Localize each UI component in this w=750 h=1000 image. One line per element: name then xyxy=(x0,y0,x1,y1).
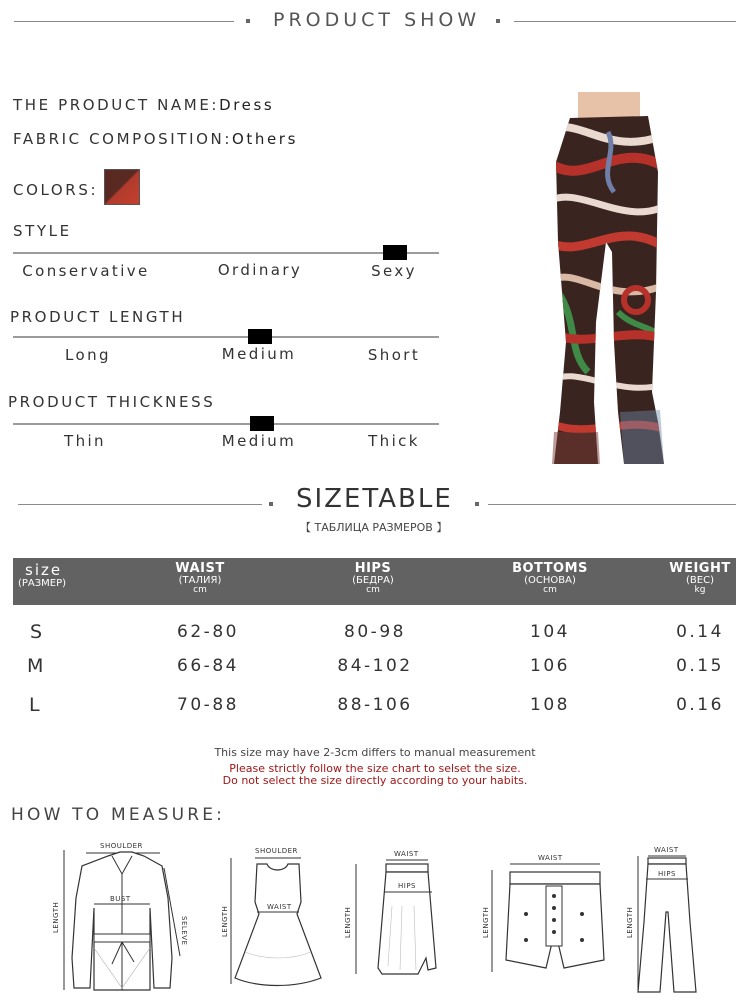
cell-waist: 66-84 xyxy=(177,656,239,676)
fabric-row xyxy=(13,130,298,148)
sizetable-rule-right xyxy=(488,504,736,505)
sizetable-dot-right xyxy=(475,502,479,506)
jacket-shoulder-label: SHOULDER xyxy=(100,842,143,850)
skirt-hips-label: HIPS xyxy=(398,882,416,890)
jacket-bust-label: BUST xyxy=(110,895,131,903)
sizetable-dot-left xyxy=(269,502,273,506)
ruffle-right xyxy=(620,410,664,464)
measure-shorts-illustration xyxy=(476,850,616,980)
style-label: STYLE xyxy=(13,222,72,240)
model-waist-skin xyxy=(578,92,640,118)
style-option-sexy: Sexy xyxy=(371,262,417,280)
thickness-option-medium: Medium xyxy=(221,432,297,450)
skirt-length-label: LENGTH xyxy=(344,906,352,938)
cell-hips: 80-98 xyxy=(344,622,406,642)
length-label: PRODUCT LENGTH xyxy=(10,308,186,326)
cell-bottoms: 104 xyxy=(530,622,570,642)
header-rule-left xyxy=(14,21,234,22)
note-follow-chart: Please strictly follow the size chart to selset the size. xyxy=(229,762,521,775)
jacket-length-label: LENGTH xyxy=(52,901,60,933)
measure-skirt-illustration xyxy=(342,846,442,994)
cell-waist: 62-80 xyxy=(177,622,239,642)
page-title: PRODUCT SHOW xyxy=(273,9,481,31)
note-habits: Do not select the size directly according to your habits. xyxy=(222,774,528,787)
dress-waist-label: WAIST xyxy=(267,903,292,911)
style-option-ordinary: Ordinary xyxy=(217,261,303,279)
product-name-label: THE PRODUCT NAME: xyxy=(13,96,220,114)
product-name-row xyxy=(13,96,274,114)
cell-weight: 0.16 xyxy=(676,695,724,715)
cell-size: M xyxy=(27,655,44,677)
th-size: size (РАЗМЕР) xyxy=(18,561,67,589)
pants-length-label: LENGTH xyxy=(626,906,634,938)
colors-label: COLORS: xyxy=(13,181,99,199)
how-to-measure-title: HOW TO MEASURE: xyxy=(11,805,226,825)
length-option-long: Long xyxy=(65,346,111,364)
length-option-medium: Medium xyxy=(221,345,297,363)
cell-hips: 84-102 xyxy=(337,656,413,676)
jacket-sleeve-label: SELEVE xyxy=(180,916,188,946)
cell-hips: 88-106 xyxy=(337,695,413,715)
pants-hips-label: HIPS xyxy=(658,870,676,878)
product-name-value: Dress xyxy=(219,96,275,114)
pants-waist-label: WAIST xyxy=(654,846,679,854)
skirt-waist-label: WAIST xyxy=(394,850,419,858)
product-image xyxy=(548,92,672,468)
measure-pants-illustration xyxy=(622,842,702,996)
ruffle-left xyxy=(552,432,600,464)
color-swatch[interactable] xyxy=(104,169,140,205)
th-bottoms: BOTTOMS (ОСНОВА) cm xyxy=(512,561,588,596)
fabric-label: FABRIC COMPOSITION: xyxy=(13,130,232,148)
sizetable-rule-left xyxy=(18,504,262,505)
measure-jacket-illustration xyxy=(50,838,200,994)
th-waist: WAIST (ТАЛИЯ) cm xyxy=(175,561,225,596)
length-option-short: Short xyxy=(367,346,421,364)
header-rule-right xyxy=(514,21,736,22)
cell-bottoms: 108 xyxy=(530,695,570,715)
th-weight: WEIGHT (ВЕС) kg xyxy=(669,561,731,596)
sizetable-title: SIZETABLE xyxy=(296,484,453,514)
shorts-waist-label: WAIST xyxy=(538,854,563,862)
cell-bottoms: 106 xyxy=(530,656,570,676)
sizetable-subtitle: 【 ТАБЛИЦА РАЗМЕРОВ 】 xyxy=(300,521,448,534)
fabric-value: Others xyxy=(231,130,298,148)
th-hips: HIPS (БЕДРА) cm xyxy=(352,561,394,596)
header-dot-left xyxy=(246,19,250,23)
length-scale-line xyxy=(13,336,439,338)
thickness-option-thin: Thin xyxy=(64,432,106,450)
thickness-option-thick: Thick xyxy=(368,432,420,450)
cell-weight: 0.14 xyxy=(676,622,724,642)
cell-weight: 0.15 xyxy=(676,656,724,676)
thickness-label: PRODUCT THICKNESS xyxy=(8,393,216,411)
cell-size: S xyxy=(30,621,43,643)
cell-waist: 70-88 xyxy=(177,695,239,715)
shorts-length-label: LENGTH xyxy=(482,906,490,938)
thickness-scale-line xyxy=(13,423,439,425)
header-dot-right xyxy=(496,19,500,23)
measure-dress-illustration xyxy=(215,842,325,992)
note-measurement: This size may have 2-3cm differs to manual measurement xyxy=(214,746,536,759)
style-scale-line xyxy=(13,252,439,254)
cell-size: L xyxy=(29,694,40,716)
length-marker xyxy=(248,329,272,344)
dress-shoulder-label: SHOULDER xyxy=(255,847,298,855)
style-option-conservative: Conservative xyxy=(22,262,150,280)
dress-length-label: LENGTH xyxy=(221,905,229,937)
style-marker xyxy=(383,245,407,260)
thickness-marker xyxy=(250,416,274,431)
